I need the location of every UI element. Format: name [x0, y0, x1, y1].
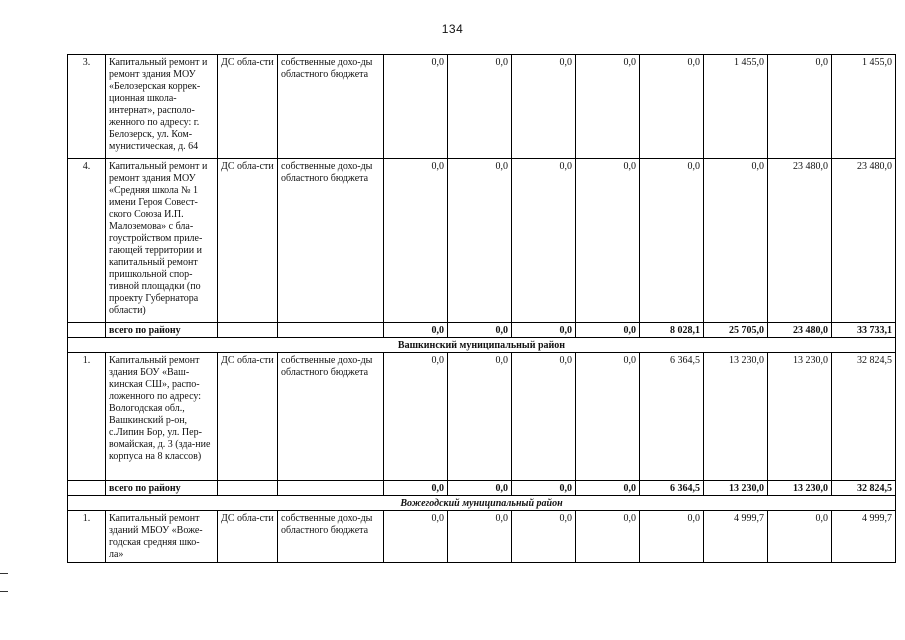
- total-amount: 8 028,1: [640, 323, 704, 338]
- page-number: 134: [441, 22, 464, 36]
- empty-cell: [278, 481, 384, 496]
- amount-cell: 0,0: [576, 55, 640, 159]
- amount-cell: 0,0: [768, 511, 832, 563]
- total-amount: 13 230,0: [704, 481, 768, 496]
- amount-cell: 0,0: [448, 511, 512, 563]
- empty-cell: [218, 481, 278, 496]
- amount-cell: 0,0: [384, 55, 448, 159]
- district-total-row: [68, 481, 896, 496]
- empty-cell: [278, 323, 384, 338]
- row-index: 1.: [68, 511, 106, 563]
- total-amount: 0,0: [384, 323, 448, 338]
- amount-cell: 6 364,5: [640, 353, 704, 481]
- object-name: Капитальный ремонт и ремонт здания МОУ «Средняя школа № 1 имени Героя Совест-ского Союза И.П. Малоземова» с бла-гоустройством приле-гающей территории и капитальный ремонт пришкольной спор-тивной площадки (по проекту Губернатора области): [106, 159, 218, 323]
- district-total-row: [68, 323, 896, 338]
- total-amount: 6 364,5: [640, 481, 704, 496]
- total-amount: 13 230,0: [768, 481, 832, 496]
- amount-cell: 23 480,0: [832, 159, 896, 323]
- total-amount: 0,0: [576, 481, 640, 496]
- district-header-row: [68, 496, 896, 511]
- amount-cell: 23 480,0: [768, 159, 832, 323]
- amount-cell: 0,0: [640, 511, 704, 563]
- amount-cell: 0,0: [512, 159, 576, 323]
- table-row: [68, 511, 896, 563]
- amount-cell: 13 230,0: [704, 353, 768, 481]
- amount-cell: 0,0: [704, 159, 768, 323]
- total-amount: 0,0: [512, 481, 576, 496]
- amount-cell: 0,0: [640, 55, 704, 159]
- amount-cell: 1 455,0: [832, 55, 896, 159]
- total-amount: 32 824,5: [832, 481, 896, 496]
- table-row: [68, 159, 896, 323]
- funding-source: ДС обла-сти: [218, 55, 278, 159]
- district-header-row: [68, 338, 896, 353]
- amount-cell: 0,0: [768, 55, 832, 159]
- amount-cell: 0,0: [576, 159, 640, 323]
- total-amount: 33 733,1: [832, 323, 896, 338]
- amount-cell: 32 824,5: [832, 353, 896, 481]
- amount-cell: 13 230,0: [768, 353, 832, 481]
- amount-cell: 1 455,0: [704, 55, 768, 159]
- row-index: 4.: [68, 159, 106, 323]
- budget-table: [67, 54, 896, 563]
- amount-cell: 4 999,7: [832, 511, 896, 563]
- amount-cell: 0,0: [576, 511, 640, 563]
- amount-cell: 0,0: [512, 55, 576, 159]
- funding-type: собственные дохо-ды областного бюджета: [278, 159, 384, 323]
- table-row: [68, 353, 896, 481]
- object-name: Капитальный ремонт и ремонт здания МОУ «Белозерская коррек-ционная школа-интернат», располо-женного по адресу: г. Белозерск, ул. Ком-мунистическая, д. 64: [106, 55, 218, 159]
- funding-type: собственные дохо-ды областного бюджета: [278, 353, 384, 481]
- funding-source: ДС обла-сти: [218, 353, 278, 481]
- amount-cell: 0,0: [384, 159, 448, 323]
- amount-cell: 0,0: [384, 353, 448, 481]
- total-label: всего по району: [106, 481, 218, 496]
- total-label: всего по району: [106, 323, 218, 338]
- funding-type: собственные дохо-ды областного бюджета: [278, 511, 384, 563]
- amount-cell: 0,0: [448, 353, 512, 481]
- funding-type: собственные дохо-ды областного бюджета: [278, 55, 384, 159]
- margin-mark: [0, 591, 8, 592]
- total-amount: 0,0: [448, 481, 512, 496]
- amount-cell: 0,0: [448, 55, 512, 159]
- amount-cell: 0,0: [640, 159, 704, 323]
- amount-cell: 0,0: [512, 353, 576, 481]
- amount-cell: 0,0: [576, 353, 640, 481]
- district-title: Вожегодский муниципальный район: [68, 496, 896, 511]
- total-amount: 0,0: [576, 323, 640, 338]
- row-index: 3.: [68, 55, 106, 159]
- amount-cell: 0,0: [512, 511, 576, 563]
- amount-cell: 0,0: [384, 511, 448, 563]
- empty-cell: [218, 323, 278, 338]
- total-amount: 25 705,0: [704, 323, 768, 338]
- table-row: [68, 55, 896, 159]
- total-amount: 0,0: [512, 323, 576, 338]
- total-amount: 0,0: [384, 481, 448, 496]
- funding-source: ДС обла-сти: [218, 511, 278, 563]
- row-index: 1.: [68, 353, 106, 481]
- total-amount: 0,0: [448, 323, 512, 338]
- amount-cell: 0,0: [448, 159, 512, 323]
- empty-cell: [68, 323, 106, 338]
- funding-source: ДС обла-сти: [218, 159, 278, 323]
- margin-mark: [0, 573, 8, 574]
- empty-cell: [68, 481, 106, 496]
- amount-cell: 4 999,7: [704, 511, 768, 563]
- total-amount: 23 480,0: [768, 323, 832, 338]
- object-name: Капитальный ремонт здания БОУ «Ваш-кинская СШ», распо-ложенного по адресу: Вологодская обл., Вашкинский р-он, с.Липин Бор, ул. Пер-вомайская, д. 3 (зда-ние корпуса на 8 классов): [106, 353, 218, 481]
- object-name: Капитальный ремонт зданий МБОУ «Воже-годская средняя шко-ла»: [106, 511, 218, 563]
- district-title: Вашкинский муниципальный район: [68, 338, 896, 353]
